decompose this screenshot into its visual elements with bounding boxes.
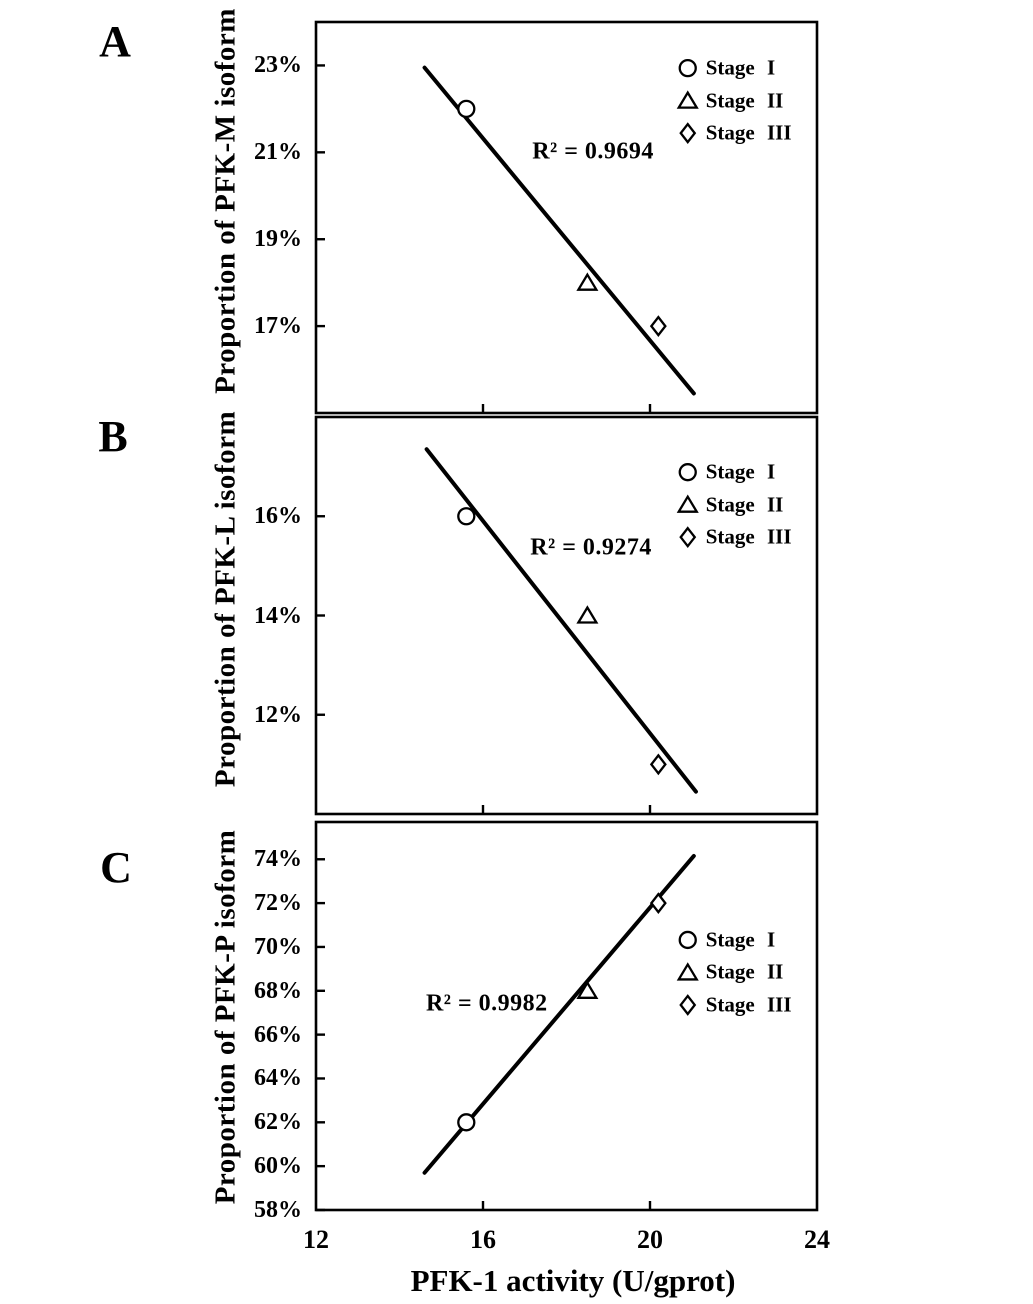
legend-marker-triangle-b <box>679 497 697 512</box>
y-tick-label-c: 70% <box>254 933 302 960</box>
y-tick-label-b: 16% <box>254 503 302 530</box>
r-squared-annotation-b: R² = 0.9274 <box>530 534 652 561</box>
trend-line-b <box>427 449 696 791</box>
panel-label-c: C <box>100 843 132 892</box>
y-axis-title-c: Proportion of PFK-P isoform <box>209 829 242 1205</box>
legend-marker-diamond-b <box>681 528 695 546</box>
legend-label-a: Stage I <box>705 55 776 80</box>
legend-label-b: Stage I <box>705 459 776 484</box>
legend-label-c: Stage III <box>705 992 792 1017</box>
legend-marker-triangle-a <box>679 93 697 108</box>
data-point-b-stage-i <box>458 508 474 524</box>
data-point-b-stage-ii <box>578 608 596 623</box>
legend-label-b: Stage II <box>705 492 784 517</box>
x-tick-label: 24 <box>804 1225 830 1254</box>
x-tick-label: 12 <box>303 1225 329 1254</box>
y-tick-label-a: 19% <box>254 226 302 253</box>
legend-label-c: Stage II <box>705 959 784 984</box>
legend-marker-diamond-c <box>681 996 695 1014</box>
legend-label-a: Stage II <box>705 88 784 113</box>
data-point-a-stage-iii <box>651 317 665 335</box>
y-tick-label-b: 14% <box>254 602 302 629</box>
y-tick-label-c: 74% <box>254 846 302 873</box>
legend-label-a: Stage III <box>705 120 792 145</box>
y-tick-label-c: 72% <box>254 890 302 917</box>
x-tick-label: 20 <box>637 1225 663 1254</box>
x-axis-title: PFK-1 activity (U/gprot) <box>410 1263 736 1298</box>
data-point-c-stage-i <box>458 1114 474 1130</box>
panel-border-b <box>316 417 817 814</box>
legend-marker-circle-a <box>680 60 696 76</box>
y-tick-label-a: 17% <box>254 313 302 340</box>
panel-border-c <box>316 822 817 1210</box>
y-tick-label-c: 68% <box>254 977 302 1004</box>
legend-marker-circle-b <box>680 464 696 480</box>
y-axis-title-b: Proportion of PFK-L isoform <box>209 410 242 788</box>
y-tick-label-a: 23% <box>254 52 302 79</box>
x-tick-label: 16 <box>470 1225 496 1254</box>
legend-label-b: Stage III <box>705 524 792 549</box>
legend-marker-circle-c <box>680 932 696 948</box>
y-tick-label-c: 64% <box>254 1065 302 1092</box>
data-point-b-stage-iii <box>651 755 665 773</box>
data-point-c-stage-iii <box>651 894 665 912</box>
data-point-a-stage-ii <box>578 275 596 290</box>
panel-label-b: B <box>98 412 128 461</box>
panel-label-a: A <box>99 17 131 66</box>
panel-border-a <box>316 22 817 413</box>
y-tick-label-c: 66% <box>254 1021 302 1048</box>
legend-label-c: Stage I <box>705 927 776 952</box>
legend-marker-diamond-a <box>681 124 695 142</box>
y-tick-label-b: 12% <box>254 701 302 728</box>
y-tick-label-c: 60% <box>254 1153 302 1180</box>
y-axis-title-a: Proportion of PFK-M isoform <box>209 8 242 394</box>
y-tick-label-a: 21% <box>254 139 302 166</box>
r-squared-annotation-a: R² = 0.9694 <box>532 138 654 165</box>
y-tick-label-c: 58% <box>254 1197 302 1223</box>
y-tick-label-c: 62% <box>254 1109 302 1136</box>
legend-marker-triangle-c <box>679 964 697 979</box>
r-squared-annotation-c: R² = 0.9982 <box>425 990 548 1017</box>
data-point-a-stage-i <box>458 101 474 117</box>
